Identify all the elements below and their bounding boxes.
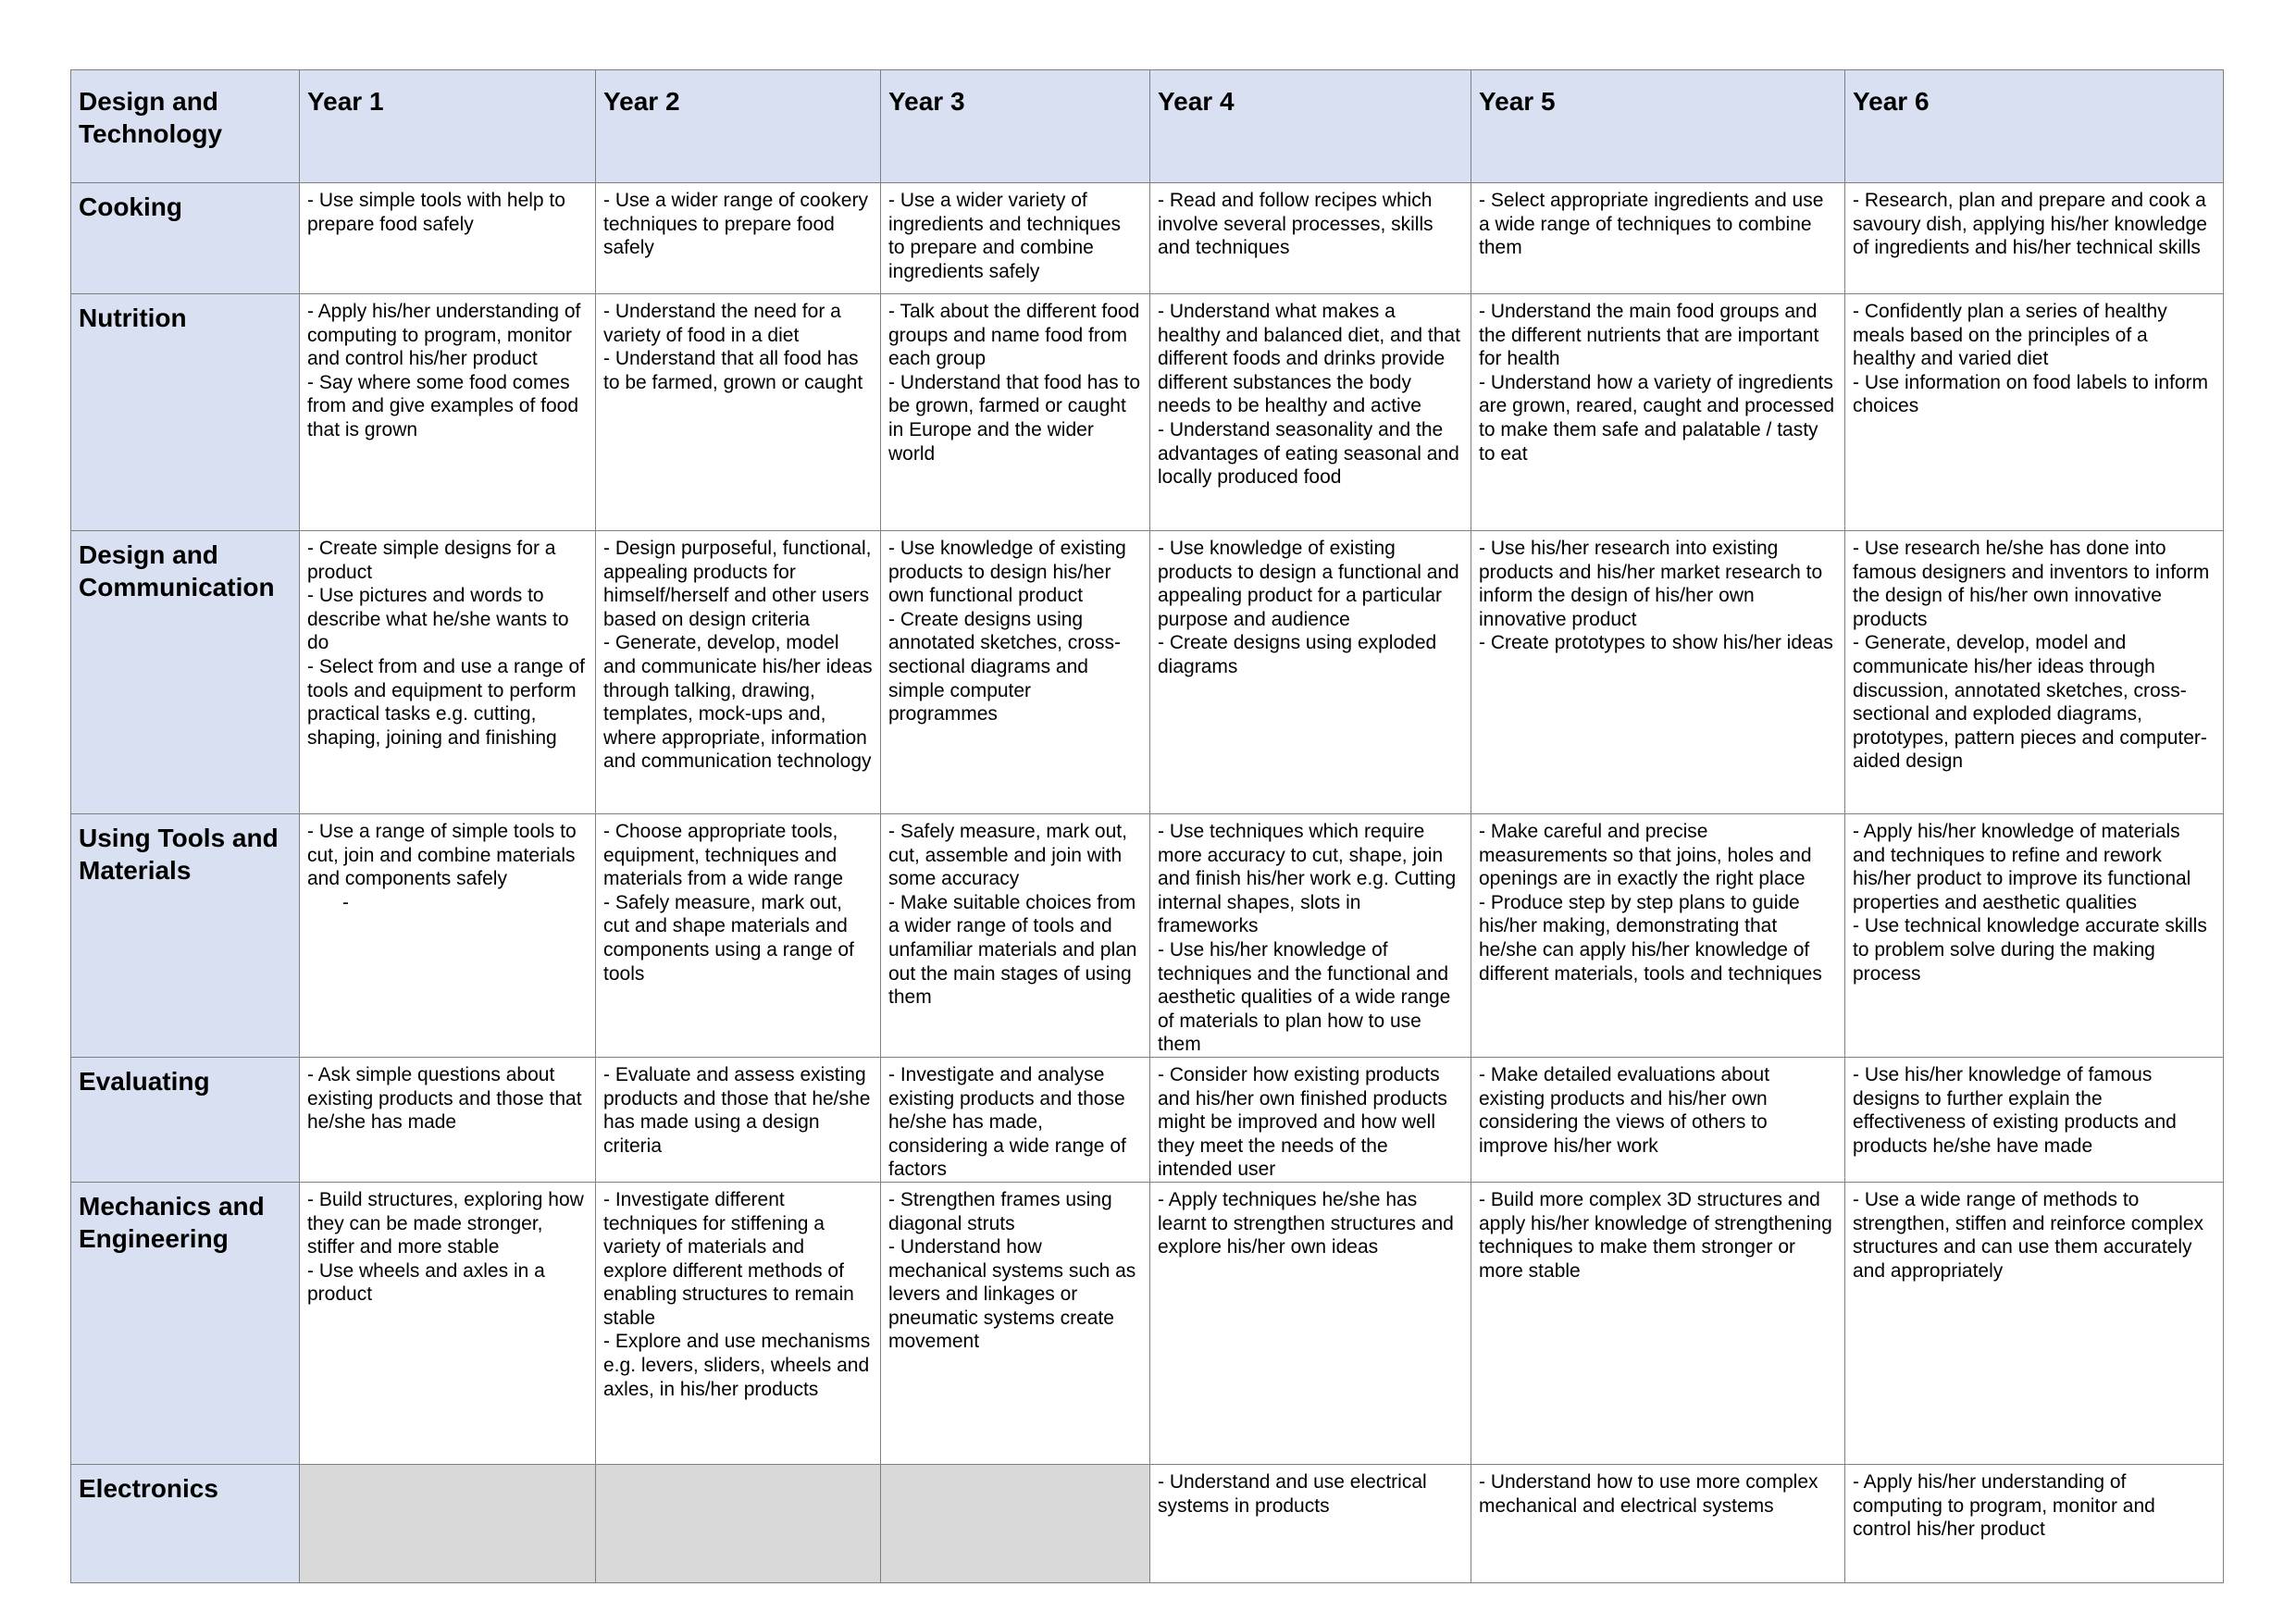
cell-line: - Use information on food labels to inform choices	[1853, 371, 2209, 417]
cell-line: - Understand the main food groups and the different nutrients that are important for health	[1479, 301, 1819, 370]
table-cell	[881, 294, 1150, 531]
empty-cell	[596, 1464, 881, 1582]
cell-line: - Ask simple questions about existing products and those that he/she has made	[307, 1063, 582, 1134]
cell-line: - Evaluate and assess existing products and those that he/she has made using a design criteria	[603, 1063, 871, 1157]
table-cell	[1471, 531, 1845, 814]
cell-line: - Investigate different techniques for stiffening a variety of materials and explore different methods of enabling structures to remain stable	[603, 1188, 854, 1329]
table-cell	[881, 531, 1150, 814]
cell-line: - Read and follow recipes which involve several processes, skills and techniques	[1158, 190, 1433, 259]
table-cell	[881, 1057, 1150, 1182]
header-row	[71, 70, 2224, 183]
table-cell	[1150, 294, 1471, 531]
row-label: Evaluating	[71, 1057, 300, 1182]
table-cell	[1150, 1182, 1471, 1464]
year-header: Year 5	[1471, 70, 1845, 183]
table-cell	[1150, 814, 1471, 1058]
cell-line: - Make careful and precise measurements so that joins, holes and openings are in exactly the right place	[1479, 821, 1812, 890]
cell-line: - Understand that food has to be grown, farmed or caught in Europe and the wider world	[888, 371, 1141, 465]
table-cell	[1845, 1464, 2224, 1582]
table-cell	[596, 531, 881, 814]
cell-line: - Create simple designs for a product	[307, 538, 556, 583]
year-header: Year 6	[1845, 70, 2224, 183]
cell-line: - Generate, develop, model and communicate his/her ideas through talking, drawing, templates, mock-ups and, where appropriate, information and communication technology	[603, 632, 873, 773]
cell-line: - Understand how mechanical systems such as levers and linkages or pneumatic systems create movement	[888, 1236, 1136, 1353]
cell-line: - Use techniques which require more accuracy to cut, shape, join and finish his/her work e.g. Cutting internal shapes, slots in frameworks	[1158, 821, 1457, 937]
cell-line: - Generate, develop, model and communicate his/her ideas through discussion, annotated sketches, cross-sectional and exploded diagrams, prototypes, pattern pieces and computer-aided design	[1853, 632, 2207, 773]
empty-cell	[300, 1464, 596, 1582]
table-cell	[1150, 1464, 1471, 1582]
table-cell	[300, 531, 596, 814]
cell-line: - Safely measure, mark out, cut and shape materials and components using a range of tools	[603, 891, 854, 985]
cell-line: - Use knowledge of existing products to design a functional and appealing product for a particular purpose and audience	[1158, 538, 1459, 630]
table-cell	[1845, 814, 2224, 1058]
cell-line: - Safely measure, mark out, cut, assemble and join with some accuracy	[888, 821, 1127, 890]
cell-line: - Understand what makes a healthy and balanced diet, and that different foods and drinks provide different substances the body needs to be healthy and active	[1158, 301, 1460, 417]
cell-line: - Understand that all food has to be farmed, grown or caught	[603, 348, 863, 393]
cell-line: - Explore and use mechanisms e.g. levers, sliders, wheels and axles, in his/her products	[603, 1331, 871, 1400]
cell-line: - Use pictures and words to describe what he/she wants to do	[307, 585, 569, 654]
table-row	[71, 1057, 2224, 1182]
table-cell	[596, 814, 881, 1058]
year-header: Year 4	[1150, 70, 1471, 183]
cell-line: - Make detailed evaluations about existing products and his/her own considering the views of others to improve his/her work	[1479, 1063, 1770, 1157]
cell-line: - Apply his/her knowledge of materials and techniques to refine and rework his/her product to improve its functional properties and aesthetic qualities	[1853, 821, 2191, 913]
cell-line: - Understand the need for a variety of food in a diet	[603, 301, 841, 346]
table-cell	[300, 1057, 596, 1182]
table-row	[71, 531, 2224, 814]
empty-cell	[881, 1464, 1150, 1582]
table-row	[71, 294, 2224, 531]
table-cell	[881, 183, 1150, 294]
table-cell	[1150, 183, 1471, 294]
table-cell	[1471, 814, 1845, 1058]
year-header: Year 1	[300, 70, 596, 183]
cell-line: - Say where some food comes from and give examples of food that is grown	[307, 371, 578, 440]
table-cell	[1845, 1182, 2224, 1464]
cell-line: - Investigate and analyse existing products and those he/she has made, considering a wide range of factors	[888, 1063, 1126, 1181]
row-label: Mechanics and Engineering	[71, 1182, 300, 1464]
table-cell	[1845, 294, 2224, 531]
table-row	[71, 1464, 2224, 1582]
table-cell	[300, 1182, 596, 1464]
cell-line: - Create designs using annotated sketches, cross-sectional diagrams and simple computer programmes	[888, 608, 1121, 725]
table-row	[71, 183, 2224, 294]
table-cell	[1845, 1057, 2224, 1182]
cell-line: - Use simple tools with help to prepare food safely	[307, 190, 565, 235]
cell-line: - Understand and use electrical systems in products	[1158, 1470, 1427, 1517]
cell-line: - Consider how existing products and his/her own finished products might be improved and how well they meet the needs of the intended user	[1158, 1063, 1447, 1181]
cell-line: - Strengthen frames using diagonal struts	[888, 1188, 1112, 1234]
cell-line: - Confidently plan a series of healthy meals based on the principles of a healthy and varied diet	[1853, 301, 2167, 370]
table-cell	[596, 1182, 881, 1464]
table-row	[71, 1182, 2224, 1464]
curriculum-table	[70, 69, 2224, 1583]
cell-line: - Build structures, exploring how they can be made stronger, stiffer and more stable	[307, 1188, 584, 1258]
table-cell	[300, 814, 596, 1058]
table-cell	[1471, 294, 1845, 531]
table-row	[71, 814, 2224, 1058]
cell-line: - Research, plan and prepare and cook a savoury dish, applying his/her knowledge of ingredients and his/her technical skills	[1853, 190, 2207, 259]
cell-line: - Understand how a variety of ingredients are grown, reared, caught and processed to make them safe and palatable / tasty to eat	[1479, 371, 1835, 465]
table-cell	[1150, 531, 1471, 814]
cell-line: - Apply techniques he/she has learnt to strengthen structures and explore his/her own ideas	[1158, 1188, 1454, 1258]
table-cell	[1471, 1182, 1845, 1464]
cell-line: - Use his/her knowledge of techniques and the functional and aesthetic qualities of a wide range of materials to plan how to use them	[1158, 938, 1451, 1056]
cell-line: - Use his/her knowledge of famous designs to further explain the effectiveness of existing products and products he/she have made	[1853, 1063, 2177, 1157]
cell-line: - Talk about the different food groups and name food from each group	[888, 301, 1140, 370]
cell-line: - Produce step by step plans to guide his/her making, demonstrating that he/she can apply his/her knowledge of different materials, tools and techniques	[1479, 891, 1822, 985]
cell-line: - Use knowledge of existing products to design his/her own functional product	[888, 538, 1126, 607]
cell-line: - Apply his/her understanding of computing to program, monitor and control his/her product	[307, 301, 581, 370]
row-label: Cooking	[71, 183, 300, 294]
table-cell	[881, 1182, 1150, 1464]
cell-line: - Select from and use a range of tools and equipment to perform practical tasks e.g. cutting, shaping, joining and finishing	[307, 655, 585, 749]
cell-line: - Use a wider variety of ingredients and techniques to prepare and combine ingredients safely	[888, 190, 1122, 282]
table-cell	[1150, 1057, 1471, 1182]
subject-header: Design and Technology	[71, 70, 300, 183]
cell-line: - Use a wider range of cookery techniques to prepare food safely	[603, 190, 868, 259]
cell-line: - Use wheels and axles in a product	[307, 1259, 545, 1306]
table-cell	[596, 294, 881, 531]
cell-line: - Create prototypes to show his/her ideas	[1479, 632, 1833, 654]
cell-line: - Design purposeful, functional, appealing products for himself/herself and other users based on design criteria	[603, 538, 872, 630]
table-cell	[300, 183, 596, 294]
cell-line: - Create designs using exploded diagrams	[1158, 632, 1437, 677]
year-header: Year 3	[881, 70, 1150, 183]
table-cell	[1845, 531, 2224, 814]
cell-line: - Build more complex 3D structures and apply his/her knowledge of strengthening techniques to make them stronger or more stable	[1479, 1188, 1832, 1282]
row-label: Using Tools and Materials	[71, 814, 300, 1058]
cell-line: - Understand how to use more complex mechanical and electrical systems	[1479, 1470, 1818, 1517]
cell-line: - Select appropriate ingredients and use a wide range of techniques to combine them	[1479, 190, 1824, 259]
table-cell	[596, 1057, 881, 1182]
table-cell	[1845, 183, 2224, 294]
cell-line: - Use a wide range of methods to strengthen, stiffen and reinforce complex structures and can use them accurately and appropriately	[1853, 1188, 2203, 1282]
table-cell	[881, 814, 1150, 1058]
cell-line: - Understand seasonality and the advantages of eating seasonal and locally produced food	[1158, 418, 1459, 489]
cell-line: - Make suitable choices from a wider range of tools and unfamiliar materials and plan out the main stages of using them	[888, 891, 1137, 1009]
row-label: Design and Communication	[71, 531, 300, 814]
row-label: Nutrition	[71, 294, 300, 531]
table-cell	[1471, 1464, 1845, 1582]
table-cell	[1471, 1057, 1845, 1182]
cell-line: - Use his/her research into existing products and his/her market research to inform the design of his/her own innovative product	[1479, 538, 1823, 630]
cell-line: - Apply his/her understanding of computing to program, monitor and control his/her product	[1853, 1470, 2155, 1541]
table-cell	[596, 183, 881, 294]
cell-line: - Use research he/she has done into famous designers and inventors to inform the design of his/her own innovative products	[1853, 538, 2210, 630]
cell-line: - Use a range of simple tools to cut, join and combine materials and components safely	[307, 821, 577, 890]
cell-line: - Use technical knowledge accurate skills to problem solve during the making process	[1853, 915, 2207, 985]
cell-line: -	[342, 891, 349, 913]
table-cell	[1471, 183, 1845, 294]
table-cell	[300, 294, 596, 531]
row-label: Electronics	[71, 1464, 300, 1582]
year-header: Year 2	[596, 70, 881, 183]
cell-line: - Choose appropriate tools, equipment, techniques and materials from a wide range	[603, 821, 844, 890]
